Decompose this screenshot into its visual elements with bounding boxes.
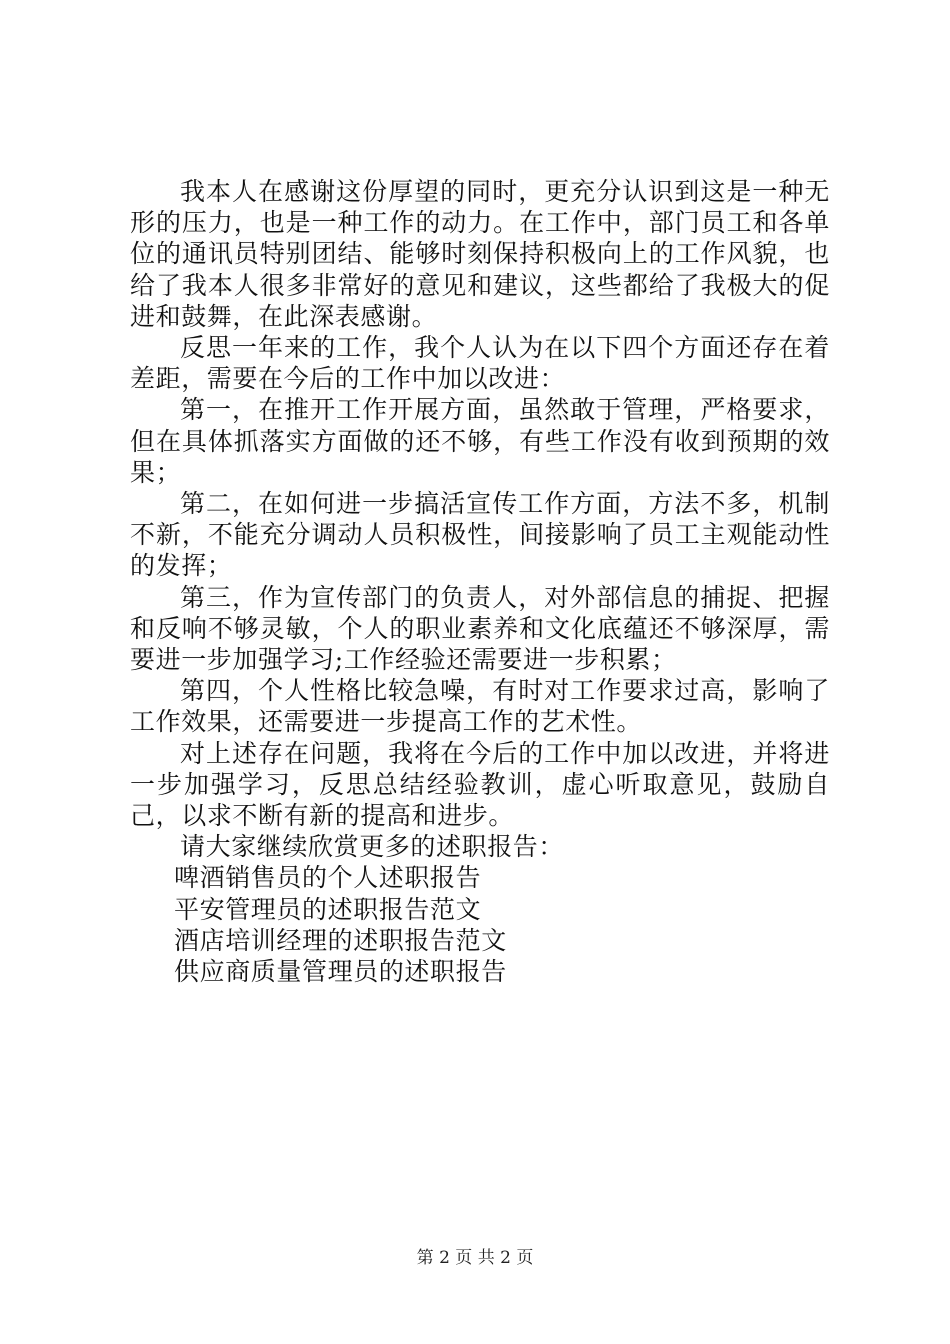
related-links-list [130,862,830,987]
related-link-supplier-quality[interactable]: 供应商质量管理员的述职报告 [174,957,507,987]
paragraph-related-intro: 请大家继续欣赏更多的述职报告： [180,832,565,862]
page-number-footer: 第 2 页 共 2 页 [416,1248,534,1268]
paragraph-improvement-plan: 对上述存在问题，我将在今后的工作中加以改进，并将进一步加强学习，反思总结经验教训，虚心听取意见，鼓励自己，以求不断有新的提高和进步。 [130,738,830,831]
paragraph-point-three: 第三，作为宣传部门的负责人，对外部信息的捕捉、把握和反响不够灵敏，个人的职业素养和文化底蕴还不够深厚，需要进一步加强学习;工作经验还需要进一步积累； [130,582,830,675]
paragraph-gratitude: 我本人在感谢这份厚望的同时，更充分认识到这是一种无形的压力，也是一种工作的动力。在工作中，部门员工和各单位的通讯员特别团结、能够时刻保持积极向上的工作风貌，也给了我本人很多非常好的意见和建议，这些都给了我极大的促进和鼓舞，在此深表感谢。 [130,177,830,331]
related-link-safety-admin[interactable]: 平安管理员的述职报告范文 [174,894,482,924]
related-link-hotel-training[interactable]: 酒店培训经理的述职报告范文 [174,925,507,955]
paragraph-point-two: 第二，在如何进一步搞活宣传工作方面，方法不多，机制不新，不能充分调动人员积极性，间接影响了员工主观能动性的发挥； [130,489,830,581]
paragraph-point-one: 第一，在推开工作开展方面，虽然敢于管理，严格要求，但在具体抓落实方面做的还不够，有些工作没有收到预期的效果； [130,395,830,487]
document-body [130,176,830,987]
related-link-beer-sales[interactable]: 啤酒销售员的个人述职报告 [174,863,482,893]
paragraph-reflection-intro: 反思一年来的工作，我个人认为在以下四个方面还存在着差距，需要在今后的工作中加以改进： [130,333,830,394]
paragraph-point-four: 第四，个人性格比较急噪，有时对工作要求过高，影响了工作效果，还需要进一步提高工作的艺术性。 [130,676,830,737]
